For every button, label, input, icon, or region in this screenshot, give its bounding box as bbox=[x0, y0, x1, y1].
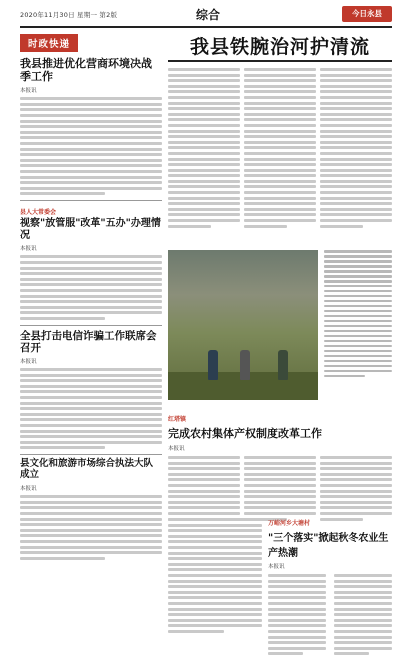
story-4-title: 县文化和旅游市场综合执法大队成立 bbox=[20, 458, 154, 481]
divider bbox=[20, 325, 162, 326]
story-4-byline: 本报讯 bbox=[20, 486, 37, 493]
story-1 bbox=[20, 58, 162, 195]
story-2 bbox=[20, 207, 162, 320]
person-figure bbox=[208, 350, 218, 380]
story-1-title: 我县推进优化营商环境决战季工作 bbox=[20, 57, 152, 83]
divider bbox=[20, 454, 162, 455]
story-5-kicker: 红塔镇 bbox=[168, 416, 187, 423]
story-6-body bbox=[268, 574, 392, 658]
divider bbox=[20, 200, 162, 201]
story-5-continued bbox=[168, 518, 262, 635]
story-5-body bbox=[168, 456, 392, 523]
photo-caption bbox=[324, 250, 392, 400]
lead-story-banner bbox=[168, 32, 392, 62]
news-tag: 时政快递 bbox=[20, 34, 78, 52]
story-5-byline: 本报讯 bbox=[168, 446, 185, 452]
story-2-kicker: 县人大常委会 bbox=[20, 209, 57, 217]
news-photo bbox=[168, 250, 318, 400]
story-2-byline: 本报讯 bbox=[20, 246, 37, 253]
page-header bbox=[20, 6, 392, 24]
story-6-kicker: 万峪河乡大塘村 bbox=[268, 520, 311, 527]
section-title: 综合 bbox=[196, 8, 221, 22]
person-figure bbox=[278, 350, 288, 380]
story-6-byline: 本报讯 bbox=[268, 564, 285, 570]
story-6-title: "三个落实"掀起秋冬农业生产热潮 bbox=[268, 533, 389, 559]
left-column bbox=[20, 32, 162, 632]
story-2-title: 视察"放管服"改革"五办"办理情况 bbox=[20, 218, 161, 241]
person-figure bbox=[240, 350, 250, 380]
story-4-body bbox=[20, 495, 162, 560]
story-5-title: 完成农村集体产权制度改革工作 bbox=[168, 427, 322, 440]
story-3 bbox=[20, 330, 162, 449]
masthead-logo: 今日永县 bbox=[342, 6, 392, 22]
issue-date: 2020年11月30日 星期一 第2版 bbox=[20, 11, 118, 19]
story-6 bbox=[268, 518, 392, 628]
lead-story-title: 我县铁腕治河护清流 bbox=[189, 36, 370, 58]
story-3-body bbox=[20, 368, 162, 449]
lead-story-body bbox=[168, 68, 392, 240]
story-3-title: 全县打击电信诈骗工作联席会召开 bbox=[20, 329, 157, 354]
story-5 bbox=[168, 408, 392, 518]
story-1-byline: 本报讯 bbox=[20, 88, 37, 95]
story-1-body bbox=[20, 97, 162, 195]
story-4 bbox=[20, 459, 162, 559]
story-3-byline: 本报讯 bbox=[20, 359, 37, 366]
story-2-body bbox=[20, 255, 162, 320]
header-rule bbox=[20, 26, 392, 28]
right-column bbox=[168, 32, 392, 632]
